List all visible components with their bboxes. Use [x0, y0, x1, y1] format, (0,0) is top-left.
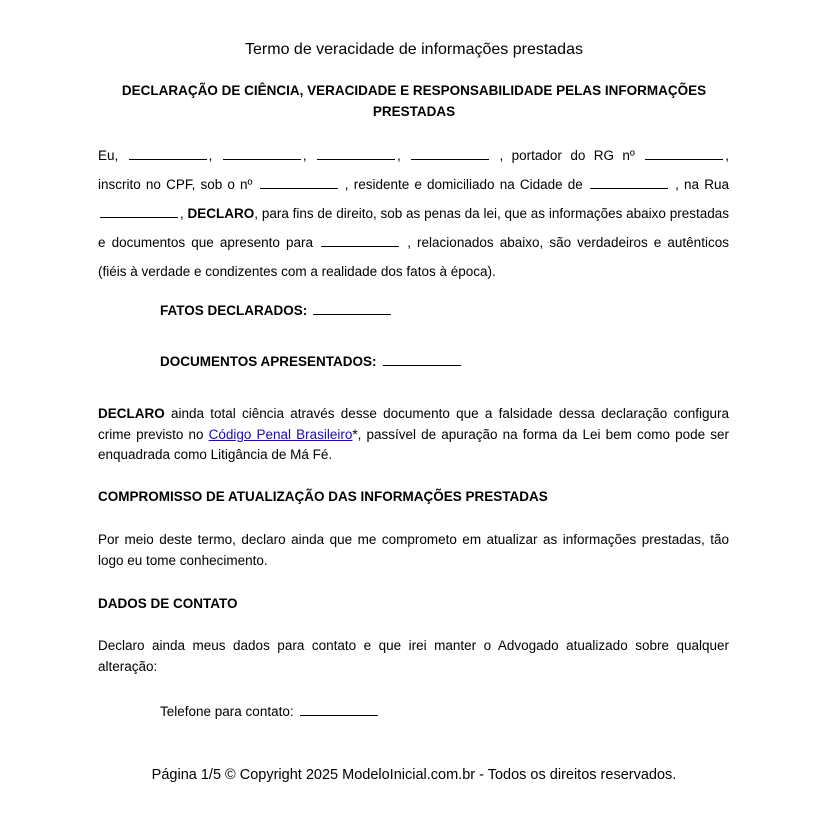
telefone-label: Telefone para contato:	[160, 704, 294, 719]
document-title: Termo de veracidade de informações prestadas	[245, 41, 583, 58]
telefone-line	[160, 702, 380, 722]
blank-city	[590, 177, 668, 189]
documentos-apresentados-line	[160, 352, 463, 372]
documentos-apresentados-label: DOCUMENTOS APRESENTADOS:	[160, 354, 377, 369]
dados-contato-paragraph: Declaro ainda meus dados para contato e que irei manter o Advogado atualizado sobre qualquer alteração:	[98, 638, 729, 674]
intro-comma-1: ,	[208, 148, 213, 163]
intro-declaro-rest: , para fins de direito, sob as penas da lei, que as informações abaixo prestadas e documentos que apresento para	[98, 206, 729, 250]
intro-comma-2: ,	[302, 148, 307, 163]
dados-contato-heading: DADOS DE CONTATO	[98, 596, 238, 611]
intro-residente: , residente e domiciliado na Cidade de	[344, 177, 583, 192]
intro-comma-3: ,	[396, 148, 401, 163]
blank-rg	[645, 148, 723, 160]
blank-profession	[411, 148, 489, 160]
declaration-heading: DECLARAÇÃO DE CIÊNCIA, VERACIDADE E RESPONSABILIDADE PELAS INFORMAÇÕES PRESTADAS	[121, 83, 707, 119]
blank-nationality	[223, 148, 301, 160]
blank-purpose	[321, 235, 399, 247]
blank-telefone	[300, 704, 378, 716]
intro-declaro: DECLARO	[187, 206, 255, 221]
compromisso-paragraph: Por meio deste termo, declaro ainda que me comprometo em atualizar as informações prestadas, tão logo eu tome conhecimento.	[98, 532, 729, 568]
intro-comma-5: ,	[180, 206, 184, 221]
declaro-ciencia-bold: DECLARO	[98, 406, 165, 421]
blank-fatos	[313, 303, 391, 315]
intro-na-rua: , na Rua	[675, 177, 729, 192]
compromisso-heading: COMPROMISSO DE ATUALIZAÇÃO DAS INFORMAÇÕES PRESTADAS	[98, 489, 548, 504]
blank-street	[100, 206, 178, 218]
intro-paragraph	[98, 141, 729, 286]
declaro-ciencia-text-1: ainda total ciência através desse documento que a falsidade dessa declaração configura crime previsto no	[98, 406, 729, 442]
blank-name	[129, 148, 207, 160]
declaro-ciencia-text-2: *, passível de apuração na forma da Lei bem como pode ser enquadrada como Litigância de Má Fé.	[98, 426, 730, 462]
codigo-penal-link[interactable]: Código Penal Brasileiro	[208, 426, 353, 442]
page-footer: Página 1/5 © Copyright 2025 ModeloInicial.com.br - Todos os direitos reservados.	[151, 767, 677, 783]
declaro-ciencia-paragraph	[98, 404, 729, 466]
intro-relacionados: , relacionados abaixo, são verdadeiros e autênticos (fiéis à verdade e condizentes com a realidade dos fatos à época).	[98, 235, 729, 279]
intro-comma-4: ,	[725, 148, 729, 163]
blank-marital-status	[317, 148, 395, 160]
blank-cpf	[260, 177, 338, 189]
fatos-declarados-label: FATOS DECLARADOS:	[160, 303, 308, 318]
intro-portador: , portador do RG nº	[499, 148, 635, 163]
blank-documentos	[383, 354, 461, 366]
intro-eu: Eu,	[98, 148, 119, 163]
fatos-declarados-line	[160, 301, 393, 321]
intro-inscrito: inscrito no CPF, sob o nº	[98, 177, 253, 192]
